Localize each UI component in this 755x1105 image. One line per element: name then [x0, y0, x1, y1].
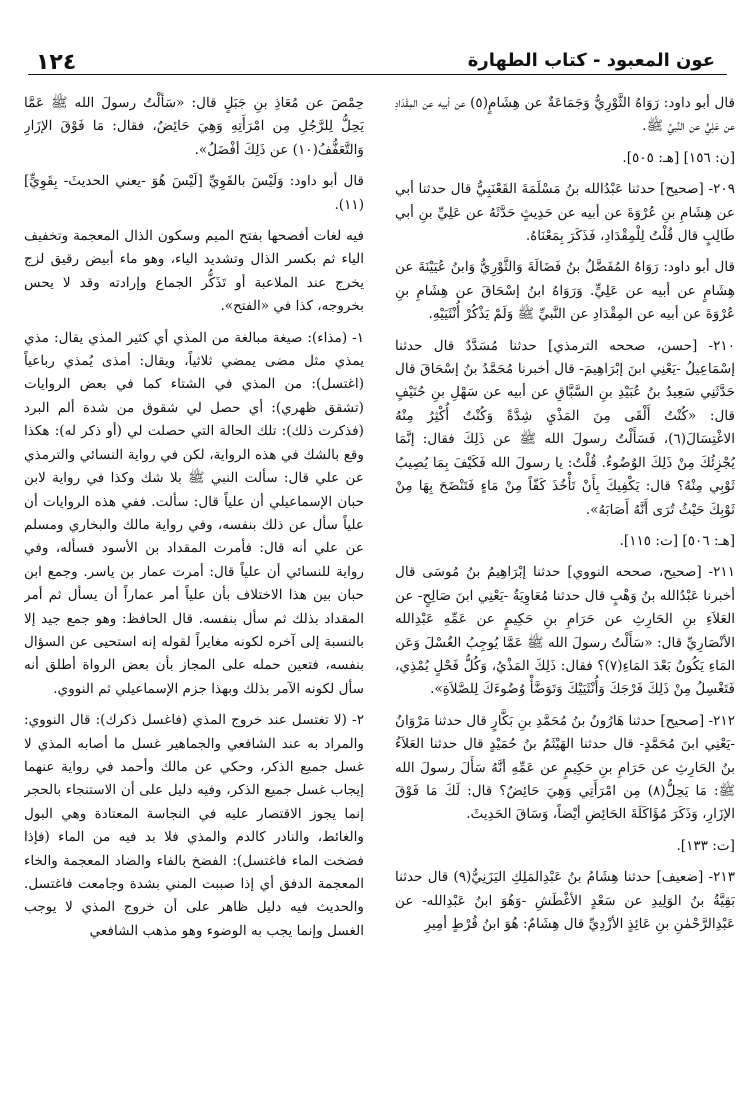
hadith-210: ٢١٠- [حسن، صححه الترمذي] حدثنا مُسَدَّدٌ قال حدثنا إسْمَاعِيلُ -يَعْنِي ابنَ إبْرَاهِيمَ- قال أخبرنا مُحَمَّدُ بنُ إسْحَاقَ قال حَدَّثَنِي سَعِيدُ بنُ عُبَيْدِ بنِ السَّبَّاقِ عن أبيه عن سَهْلِ بنِ حُنَيْفٍ قال: «كُنْتُ أَلْقَى مِنَ المَذْيِ شِدَّةً وَكُنْتُ أُكْثِرُ مِنْهُ الاغْتِسَالَ(٦)، فَسَأَلْتُ رسولَ الله ﷺ عن ذَلِكَ فقال: إنَّمَا يُجْزِئُكَ مِنْ ذَلِكَ الوُضُوءُ. قُلْتُ: يا رسولَ الله فَكَيْفَ بِمَا يُصِيبُ ثَوْبِي مِنْهُ؟ قال: يَكْفِيكَ بِأَنْ تَأْخُذَ كَفّاً مِنْ مَاءٍ فَتَنْضَحَ بِهَا مِنْ ثَوْبِكَ حَيْثُ تُرَى أَنَّهُ أَصَابَهُ».: [395, 337, 735, 518]
running-title: عون المعبود - كتاب الطهارة: [467, 50, 715, 71]
citation: [ن: ١٥٦] [هـ: ٥٠٥].: [622, 149, 735, 166]
paragraph: قال أبو داود: وَلَيْسَ بالقَوِيِّ [لَيْسَ هُوَ -يعني الحديثَ- بِقَوِيٍّ](١١).: [24, 173, 364, 213]
hadith-209: ٢٠٩- [صحيح] حدثنا عَبْدُالله بنُ مَسْلَمَةَ القَعْنَبِيُّ قال حدثنا أبي عن هِشَامِ بنِ عُرْوَةَ عن أبيه عن حَدِيثٍ حَدَّثَهُ عن عَلِيِّ بنِ أبي طَالِبٍ قال قُلْتُ لِلْمِقْدَادِ، فَذَكَرَ بِمَعْنَاهُ.: [395, 181, 735, 245]
paragraph: قال أبو داود: رَوَاهُ المُفَضَّلُ بنُ فَضَالَةَ وَالثَّوْرِيُّ وَابنُ عُيَيْنَةَ عن هِشَامٍ عن أبيه عن عَلِيٍّ. وَرَوَاهُ ابنُ إسْحَاقَ عن هِشَامِ بنِ عُرْوَةَ عن أبيه عن المِقْدَادِ عن النَّبيِّ ﷺ وَلَمْ يَذْكُرْ أُنْثَيَيْهِ.: [395, 259, 735, 323]
right-column: [395, 92, 735, 1091]
citation: [هـ: ٥٠٦] [ت: ١١٥].: [619, 532, 735, 549]
citation: [ت: ١٣٣].: [676, 837, 735, 854]
commentary: فيه لغات أفصحها بفتح الميم وسكون الذال المعجمة وتخفيف الياء ثم بكسر الذال وتشديد الياء، وهو ماء أبيض رقيق لزج يخرج عند الملاعبة أو تَذَكُّر الجماع وإرادته وقد لا يحس بخروجه، كذا في «الفتح».: [24, 228, 364, 315]
paragraph: قال أبو داود: رَوَاهُ الثَّوْرِيُّ وَجَمَاعَةٌ عن هِشَامٍ(٥) عن أبيه عن المِقْدَادِ عن عَلِيٍّ عن النَّبيِّ ﷺ.: [395, 95, 735, 135]
left-column: [24, 92, 364, 1091]
commentary-1: ١- (مذاء): صيغة مبالغة من المذي أي كثير المذي يقال: مذي يمذي مثل مضى يمضي ثلاثياً، ويقال: أمذى يُمذي رباعياً (اغتسل): من المذي في الشتاء كما في بعض الروايات (تشقق ظهري): أي حصل لي شقوق من شدة ألم البرد (فذكرت ذلك): تلك الحالة التي حصلت لي (أو ذكر له): هكذا وقع بالشك في هذه الرواية، لكن في رواية النسائي والترمذي عن علي قال: سألت النبي ﷺ بلا شك وكذا في رواية لابن حبان الإسماعيلي أن علياً قال: سألت. ففي هذه الروايات أن علياً سأل عن ذلك بنفسه، وفي رواية مالك والبخاري ومسلم عن علي أنه قال: فأمرت المقداد بن الأسود فسأله، وفي رواية للنسائي أن علياً قال: أمرت عمار بن ياسر. وجمع ابن حبان بين هذا الاختلاف بأن علياً أمر عماراً أن يسأل ثم أمر المقداد بذلك ثم سأل بنفسه. قال الحافظ: وهو جمع جيد إلا بالنسبة إلى آخره لكونه مغايراً لقوله إنه استحيى عن السؤال بنفسه، فتعين حمله على المجاز بأن بعض الرواة أطلق أنه سأل لكونه الآمر بذلك وبهذا جزم الإسماعيلي ثم النووي.: [24, 329, 364, 697]
hadith-211: ٢١١- [صحيح، صححه النووي] حدثنا إبْرَاهِيمُ بنُ مُوسَى قال أخبرنا عَبْدُالله بنُ وَهْبٍ قال حدثنا مُعَاوِيَةُ -يَعْنِي ابنَ صَالِحٍ- عن العَلاَءِ بنِ الحَارِثِ عن حَرَامِ بنِ حَكِيمٍ عن عَمِّهِ عَبْدِالله الأنْصَارِيِّ قال: «سَأَلْتُ رسولَ الله ﷺ عَمَّا يُوجِبُ الغُسْلَ وَعَن المَاءِ يَكُونُ بَعْدَ المَاءِ(٧)؟ فقال: ذَلِكَ المَذْيُ، وَكُلُّ فَحْلٍ يُمْذِي، فَتَغْسِلُ مِنْ ذَلِكَ فَرْجَكَ وَأُنْثَيَيْكَ وَتَوَضَّأْ وُضُوءَكَ لِلصَّلاَةِ».: [395, 564, 735, 698]
paragraph: حِمْصَ عن مُعَاذِ بنِ جَبَلٍ قال: «سَأَلْتُ رسولَ الله ﷺ عَمَّا يَحِلُّ لِلرَّجُلِ مِن امْرَأَتِهِ وَهِيَ حَائِضٌ، فقال: مَا فَوْقَ الإزَارِ وَالتَّعَفُّفُ(١٠) عن ذَلِكَ أفْضَلُ».: [24, 95, 364, 158]
hadith-213: ٢١٣- [ضعيف] حدثنا هِشَامُ بنُ عَبْدِالمَلِكِ اليَزَنِيُّ(٩) قال حدثنا بَقِيَّةُ بنُ الوَلِيدِ عن سَعْدٍ الأغْطَشِ -وَهُوَ ابنُ عَبْدِالله- عن عَبْدِالرَّحْمٰنِ بنِ عَائِذٍ الأزْدِيِّ قال هِشَامٌ: هُوَ ابنُ قُرْطٍ أمِيرِ: [395, 869, 735, 932]
commentary-2: ٢- (لا تغتسل عند خروج المذي (فاغسل ذكرك): قال النووي: والمراد به عند الشافعي والجماهير غسل ما أصابه المذي لا غسل جميع الذكر، وحكي عن مالك وأحمد في رواية عنهما إيجاب غسل جميع الذكر، وفيه دليل على أن الاستنجاء بالحجر إنما يجوز الاقتصار عليه في النجاسة المعتادة وهي البول والغائط، والنادر كالدم والمذي فلا بد فيه من الماء (فإذا فضخت الماء فاغتسل): الفضخ بالفاء والضاد المعجمة والخاء المعجمة الدفق أي إذا صببت المني بشدة وجامعت فاغتسل. والحديث فيه دليل ظاهر على أن خروج المذي لا يوجب الغسل وإنما يجب به الوضوء وهو مذهب الشافعي: [24, 712, 364, 939]
hadith-212: ٢١٢- [صحيح] حدثنا هَارُونُ بنُ مُحَمَّدِ بنِ بَكَّارٍ قال حدثنا مَرْوَانُ -يَعْنِي ابنَ مُحَمَّدٍ- قال حدثنا الهَيْثَمُ بنُ حُمَيْدٍ قال حدثنا العَلاَءُ بنُ الحَارِثِ عن حَرَامِ بنِ حَكِيمٍ عن عَمِّهِ أنَّهُ سَأَلَ رسولَ الله ﷺ: مَا يَحِلُّ(٨) مِن امْرَأَتِي وَهِيَ حَائِضٌ؟ قال: لَكَ مَا فَوْقَ الإزَارِ، وَذَكَرَ مُؤَاكَلَةَ الحَائِضِ أيْضاً، وَسَاقَ الحَدِيثَ.: [395, 712, 735, 823]
page-number: ١٢٤: [36, 50, 77, 75]
page-header: [28, 44, 727, 75]
